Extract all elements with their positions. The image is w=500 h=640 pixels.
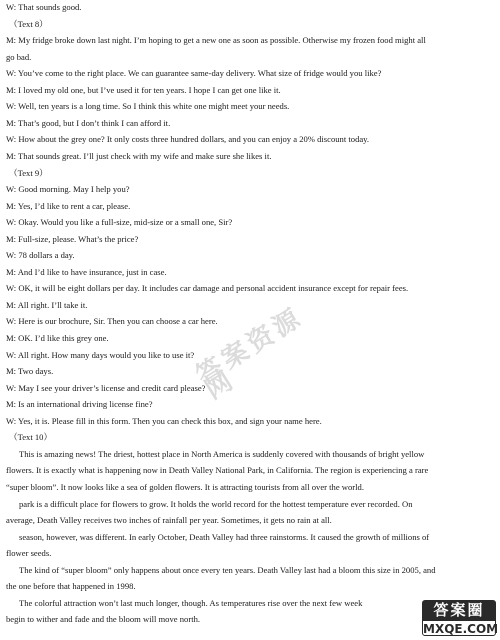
text-line: W: Okay. Would you like a full-size, mid-size or a small one, Sir? bbox=[6, 217, 233, 228]
text-line: W: How about the grey one? It only costs three hundred dollars, and you can enjoy a 20% discount today. bbox=[6, 134, 370, 145]
text-line: W: All right. How many days would you like to use it? bbox=[6, 349, 195, 360]
text-line: W: You’ve come to the right place. We can guarantee same-day delivery. What size of fridge would you like? bbox=[6, 68, 382, 79]
text-line: M: Full-size, please. What’s the price? bbox=[6, 233, 139, 244]
text-line: flower seeds. bbox=[6, 548, 52, 559]
text-line: W: Here is our brochure, Sir. Then you can choose a car here. bbox=[6, 316, 218, 327]
text-line: M: And I’d like to have insurance, just in case. bbox=[6, 266, 167, 277]
section-heading: （Text 10） bbox=[9, 432, 53, 443]
site-logo bbox=[420, 598, 498, 638]
text-line: M: All right. I’ll take it. bbox=[6, 299, 88, 310]
text-line: W: OK, it will be eight dollars per day. It includes car damage and personal accident insurance except for repair fees. bbox=[6, 283, 409, 294]
text-line: park is a difficult place for flowers to grow. It holds the world record for the hottest temperature ever recorded. On bbox=[19, 498, 413, 509]
text-line: This is amazing news! The driest, hottest place in North America is suddenly covered with thousands of bright yellow bbox=[19, 448, 425, 459]
text-line: “super bloom”. It now looks like a sea of golden flowers. It is attracting tourists from all over the world. bbox=[6, 481, 364, 492]
text-line: The colorful attraction won’t last much longer, though. As temperatures rise over the next few week bbox=[19, 597, 363, 608]
text-line: W: Yes, it is. Please fill in this form. Then you can check this box, and sign your name here. bbox=[6, 415, 322, 426]
text-line: season, however, was different. In early October, Death Valley had three rainstorms. It caused the growth of millions of bbox=[19, 531, 430, 542]
section-heading: （Text 9） bbox=[9, 167, 48, 178]
logo-badge bbox=[422, 600, 499, 636]
text-line: M: OK. I’d like this grey one. bbox=[6, 333, 109, 343]
text-line: M: That sounds great. I’ll just check with my wife and make sure she likes it. bbox=[6, 150, 272, 161]
text-line: go bad. bbox=[6, 51, 32, 62]
text-line: M: My fridge broke down last night. I’m hoping to get a new one as soon as possible. Otherwise my frozen food might all bbox=[6, 35, 426, 46]
text-line: W: 78 dollars a day. bbox=[6, 250, 75, 261]
text-line: the one before that happened in 1998. bbox=[6, 581, 136, 592]
text-line: begin to wither and fade and the bloom will move north. bbox=[6, 614, 201, 625]
text-line: M: Two days. bbox=[6, 366, 54, 377]
text-line: The kind of “super bloom” only happens about once every ten years. Death Valley last had a bloom this size in 2005, and bbox=[19, 564, 436, 575]
text-line: M: I loved my old one, but I’ve used it for ten years. I hope I can get one like it. bbox=[6, 84, 281, 95]
text-line: M: Yes, I’d like to rent a car, please. bbox=[6, 200, 131, 211]
text-line: flowers. It is exactly what is happening now in Death Valley National Park, in California. The region is experiencing a rare bbox=[6, 465, 429, 476]
text-line: M: Is an international driving license fine? bbox=[6, 399, 153, 410]
text-line: average, Death Valley receives two inches of rainfall per year. Sometimes, it gets no rain at all. bbox=[6, 515, 332, 526]
text-line: W: Good morning. May I help you? bbox=[6, 184, 130, 195]
text-line: W: That sounds good. bbox=[6, 2, 82, 12]
text-line: W: Well, ten years is a long time. So I think this white one might meet your needs. bbox=[6, 101, 290, 112]
logo-bottom-text: MXQE.COM bbox=[423, 622, 499, 636]
text-line: W: May I see your driver’s license and credit card please? bbox=[6, 382, 206, 393]
text-line: M: That’s good, but I don’t think I can afford it. bbox=[6, 117, 171, 128]
watermark: 答案资源网 bbox=[191, 302, 309, 406]
section-heading: （Text 8） bbox=[9, 18, 48, 29]
logo-top-text: 答案圈 bbox=[422, 600, 496, 620]
